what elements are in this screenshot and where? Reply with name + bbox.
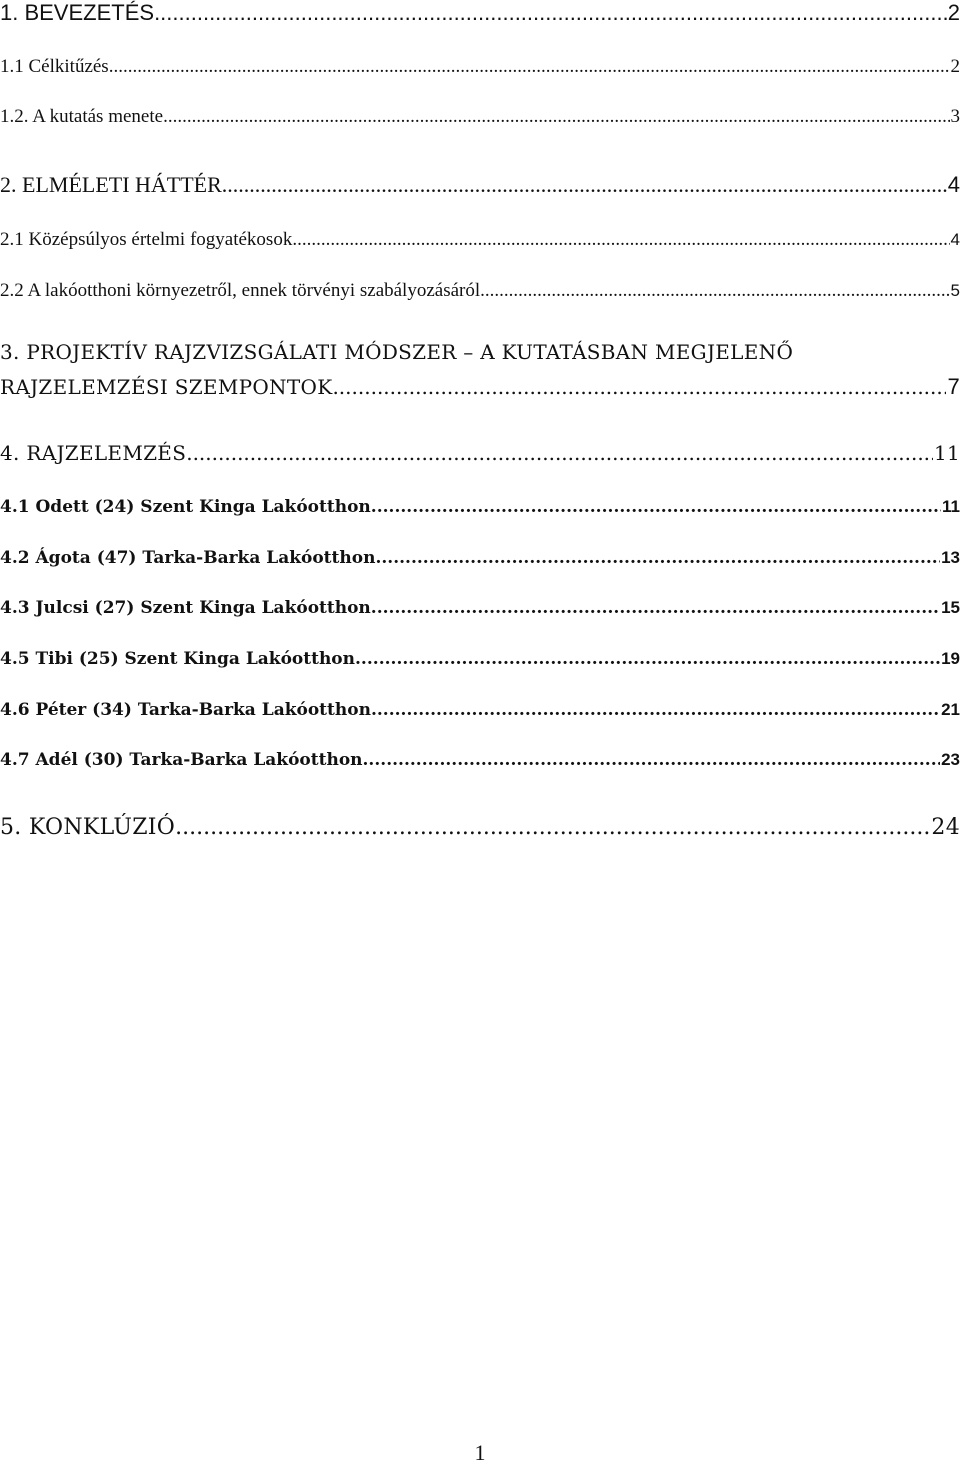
toc-entry[interactable]: [0, 172, 960, 198]
toc-entry[interactable]: [0, 700, 960, 720]
toc-entry-title: RAJZELEMZÉSI SZEMPONTOK: [0, 375, 333, 399]
toc-entry[interactable]: [0, 229, 960, 251]
toc-entry[interactable]: [0, 649, 960, 669]
toc-entry-first-line[interactable]: 3. PROJEKTÍV RAJZVIZSGÁLATI MÓDSZER – A KUTATÁSBAN MEGJELENŐ: [0, 340, 794, 364]
toc-leader-dots: [222, 172, 947, 198]
toc-leader-dots: [163, 106, 949, 128]
toc-entry-page: 24: [931, 815, 960, 840]
toc-leader-dots: [186, 441, 933, 465]
toc-entry-page: 2: [950, 56, 960, 77]
toc-leader-dots: [480, 280, 949, 302]
toc-entry[interactable]: [0, 374, 960, 400]
toc-entry[interactable]: [0, 0, 960, 26]
toc-entry-title: 5. KONKLÚZIÓ: [0, 815, 176, 840]
toc-entry-page: 11: [933, 441, 960, 465]
toc-entry[interactable]: [0, 441, 960, 465]
toc-entry[interactable]: [0, 598, 960, 618]
toc-entry-title: 4.3 Julcsi (27) Szent Kinga Lakóotthon: [0, 598, 371, 618]
toc-entry-title: 2.1 Középsúlyos értelmi fogyatékosok: [0, 229, 293, 250]
toc-leader-dots: [175, 815, 930, 840]
toc-entry[interactable]: [0, 56, 960, 78]
toc-entry-title: 1.2. A kutatás menete: [0, 106, 164, 127]
toc-entry-title: 4.6 Péter (34) Tarka-Barka Lakóotthon: [0, 700, 371, 720]
toc-entry-page: 4: [950, 230, 960, 249]
toc-leader-dots: [371, 598, 940, 618]
toc-leader-dots: [292, 229, 949, 251]
toc-entry-page: 11: [942, 497, 960, 516]
toc-leader-dots: [154, 0, 947, 26]
toc-entry[interactable]: [0, 106, 960, 128]
toc-entry-title: 4.5 Tibi (25) Szent Kinga Lakóotthon: [0, 649, 356, 669]
toc-entry-page: 15: [941, 598, 960, 617]
toc-entry[interactable]: [0, 497, 960, 517]
toc-leader-dots: [109, 56, 950, 78]
toc-entry-title: 2.2 A lakóotthoni környezetről, ennek törvényi szabályozásáról: [0, 280, 481, 301]
toc-leader-dots: [355, 649, 940, 669]
toc-entry-page: 19: [941, 649, 960, 668]
toc-leader-dots: [332, 375, 946, 399]
toc-leader-dots: [375, 548, 940, 568]
toc-entry-title: 1.1 Célkitűzés: [0, 56, 109, 77]
toc-entry-title: 4.1 Odett (24) Szent Kinga Lakóotthon: [0, 497, 371, 517]
toc-entry-title: 4.2 Ágota (47) Tarka-Barka Lakóotthon: [0, 548, 376, 568]
toc-entry-title: 2. ELMÉLETI HÁTTÉR: [0, 172, 222, 197]
toc-entry-title: 4.7 Adél (30) Tarka-Barka Lakóotthon: [0, 750, 363, 770]
toc-entry-page: 13: [941, 548, 960, 567]
toc-entry-page: 21: [941, 700, 960, 719]
toc-entry[interactable]: [0, 280, 960, 302]
toc-entry-page: 2: [947, 0, 960, 25]
toc-entry-page: 5: [950, 281, 960, 300]
toc-entry[interactable]: [0, 548, 960, 568]
toc-entry-page: 3: [950, 106, 960, 127]
toc-entry-page: 4: [947, 172, 960, 197]
toc-entry-title: 1. BEVEZETÉS: [0, 0, 155, 25]
toc-leader-dots: [363, 750, 941, 770]
toc-leader-dots: [371, 497, 941, 517]
toc-entry-page: 23: [941, 750, 960, 769]
toc-entry-page: 7: [947, 374, 960, 399]
toc-leader-dots: [371, 700, 940, 720]
page-number: 1: [474, 1440, 486, 1465]
toc-entry[interactable]: [0, 815, 960, 840]
toc-entry-title: 4. RAJZELEMZÉS: [0, 441, 187, 465]
toc-entry[interactable]: [0, 750, 960, 770]
